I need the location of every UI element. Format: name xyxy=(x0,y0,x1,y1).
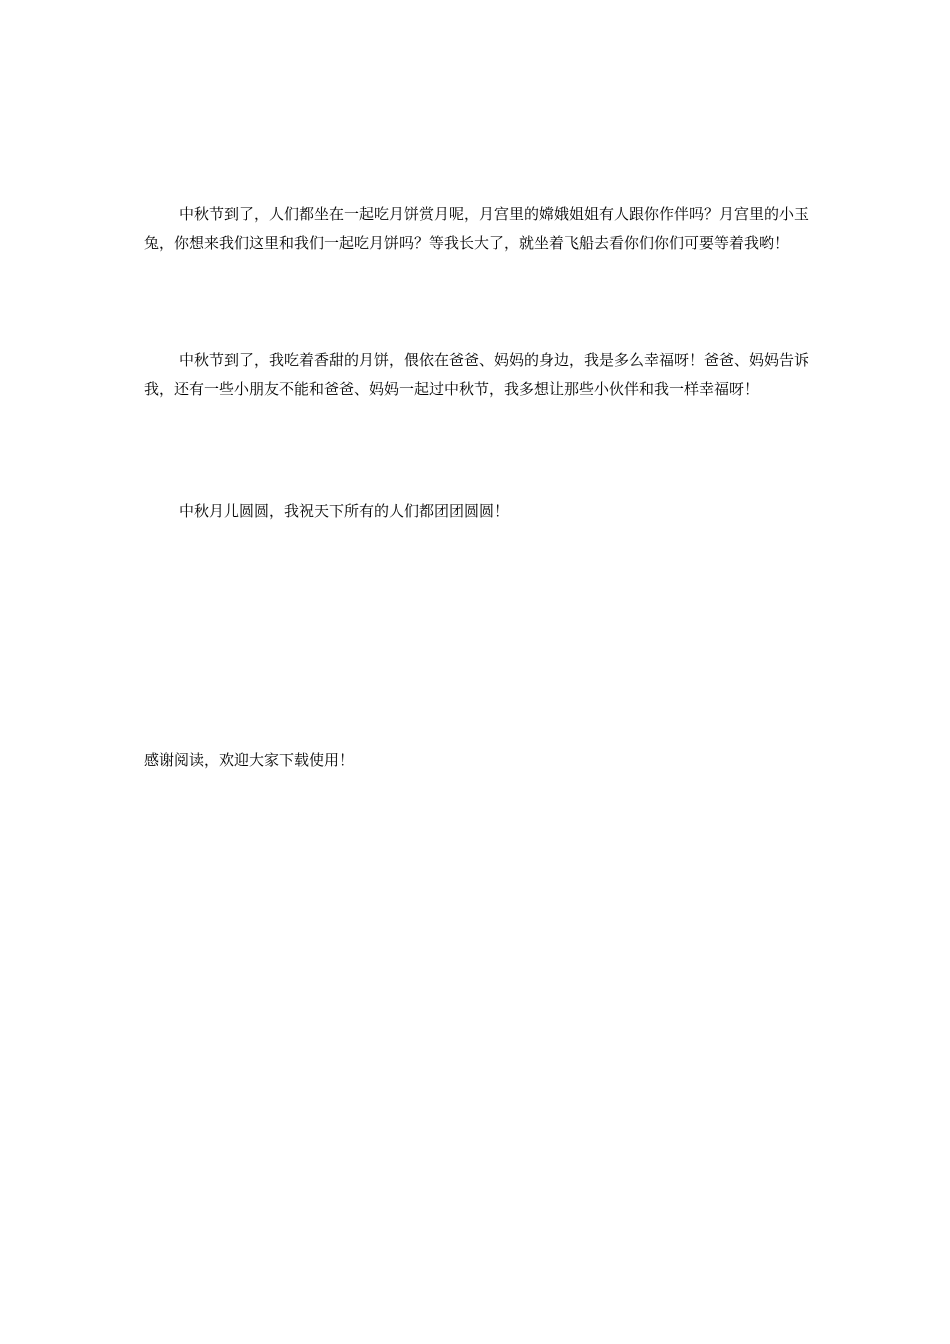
paragraph-3: 中秋月儿圆圆，我祝天下所有的人们都团团圆圆！ xyxy=(179,502,510,520)
paragraph-2: 中秋节到了，我吃着香甜的月饼，偎依在爸爸、妈妈的身边，我是多么幸福呀！爸爸、妈妈告诉我，还有一些小朋友不能和爸爸、妈妈一起过中秋节，我多想让那些小伙伴和我一样幸福呀！ xyxy=(144,351,810,398)
paragraph-1: 中秋节到了，人们都坐在一起吃月饼赏月呢，月宫里的嫦娥姐姐有人跟你作伴吗？月宫里的小玉兔，你想来我们这里和我们一起吃月饼吗？等我长大了，就坐着飞船去看你们你们可要等着我哟！ xyxy=(144,205,810,252)
closing-note: 感谢阅读，欢迎大家下载使用！ xyxy=(144,751,355,769)
